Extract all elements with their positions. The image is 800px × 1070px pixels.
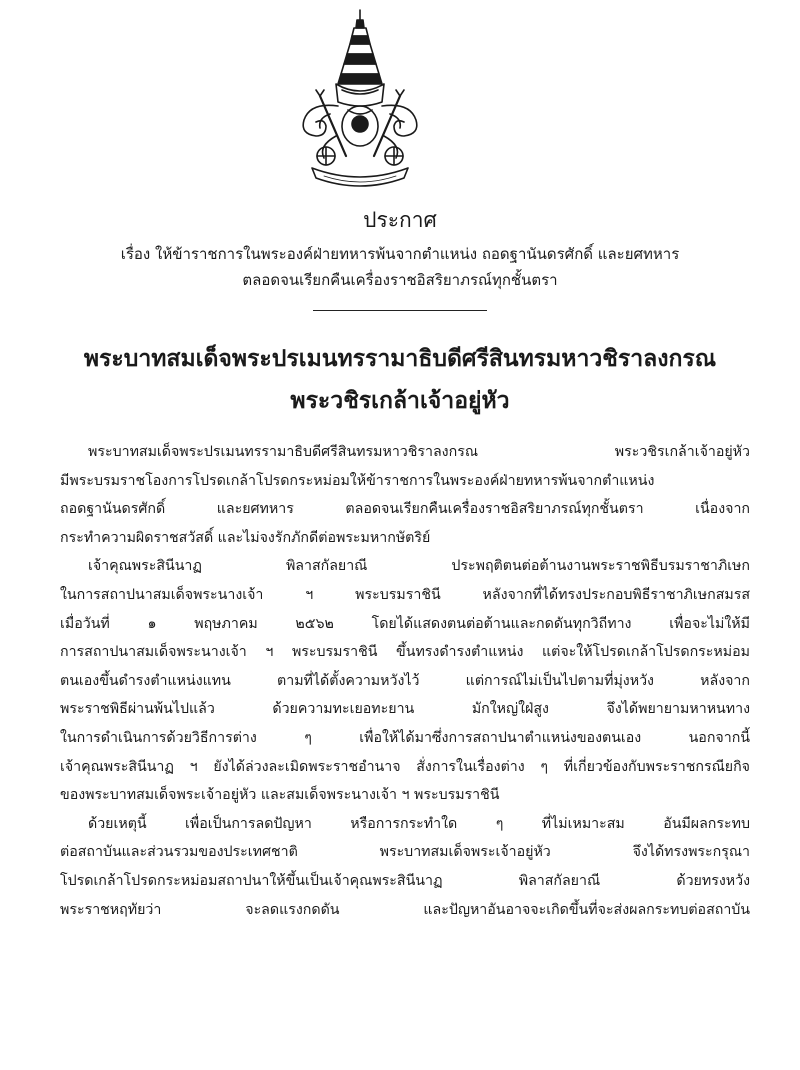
divider-line	[313, 310, 487, 311]
subject-line: ตลอดจนเรียกคืนเครื่องราชอิสริยาภรณ์ทุกชั้นตรา	[242, 271, 558, 289]
body-line: โปรดเกล้าโปรดกระหม่อมสถาปนาให้ขึ้นเป็นเจ้าคุณพระสินีนาฏ พิลาสกัลยาณี ด้วยทรงหวัง	[60, 872, 750, 889]
body-line: พระราชพิธีผ่านพ้นไปแล้ว ด้วยความทะเยอทะยาน มักใหญ่ใฝ่สูง จึงได้พยายามหาหนทาง	[60, 701, 750, 718]
body-line: ของพระบาทสมเด็จพระเจ้าอยู่หัว และสมเด็จพระนางเจ้า ฯ พระบรมราชินี	[60, 787, 500, 804]
body-line: ในการสถาปนาสมเด็จพระนางเจ้า ฯ พระบรมราชินี หลังจากที่ได้ทรงประกอบพิธีราชาภิเษกสมรส	[60, 586, 750, 603]
title-line: พระบาทสมเด็จพระปรเมนทรรามาธิบดีศรีสินทรมหาวชิราลงกรณ	[83, 346, 717, 372]
announcement-subject	[40, 241, 760, 293]
body-line: ในการดำเนินการด้วยวิธีการต่าง ๆ เพื่อให้ได้มาซึ่งการสถาปนาตำแหน่งของตนเอง นอกจากนี้	[60, 729, 750, 746]
body-line: พระบาทสมเด็จพระปรเมนทรรามาธิบดีศรีสินทรมหาวชิราลงกรณ พระวชิรเกล้าเจ้าอยู่หัว	[88, 444, 750, 460]
body-line: กระทำความผิดราชสวัสดิ์ และไม่จงรักภักดีต่อพระมหากษัตริย์	[60, 529, 431, 546]
body-line: เจ้าคุณพระสินีนาฏ ฯ ยังได้ล่วงละเมิดพระราชอำนาจ สั่งการในเรื่องต่าง ๆ ที่เกี่ยวข้องกับพระราชกรณียกิจ	[60, 758, 750, 775]
title-line: พระวชิรเกล้าเจ้าอยู่หัว	[290, 388, 510, 414]
body-line: การสถาปนาสมเด็จพระนางเจ้า ฯ พระบรมราชินี ขึ้นทรงดำรงตำแหน่ง แต่จะให้โปรดเกล้าโปรดกระหม่อม	[60, 644, 750, 661]
announcement-body	[60, 438, 750, 924]
body-line: พระราชหฤทัยว่า จะลดแรงกดดัน และปัญหาอันอาจจะเกิดขึ้นที่จะส่งผลกระทบต่อสถาบัน	[60, 901, 750, 918]
subject-line: เรื่อง ให้ข้าราชการในพระองค์ฝ่ายทหารพ้นจากตำแหน่ง ถอดฐานันดรศักดิ์ และยศทหาร	[120, 245, 680, 263]
body-line: มีพระบรมราชโองการโปรดเกล้าโปรดกระหม่อมให้ข้าราชการในพระองค์ฝ่ายทหารพ้นจากตำแหน่ง	[60, 472, 655, 489]
announcement-title	[20, 338, 780, 422]
body-line: ถอดฐานันดรศักดิ์ และยศทหาร ตลอดจนเรียกคืนเครื่องราชอิสริยาภรณ์ทุกชั้นตรา เนื่องจาก	[60, 501, 750, 518]
announcement-heading: ประกาศ	[363, 208, 437, 232]
body-line: ต่อสถาบันและส่วนรวมของประเทศชาติ พระบาทสมเด็จพระเจ้าอยู่หัว จึงได้ทรงพระกรุณา	[60, 844, 750, 861]
body-line: เจ้าคุณพระสินีนาฏ พิลาสกัลยาณี ประพฤติตนต่อต้านงานพระราชพิธีบรมราชาภิเษก	[88, 558, 750, 575]
body-line: ตนเองขึ้นดำรงตำแหน่งแทน ตามที่ได้ตั้งความหวังไว้ แต่การณ์ไม่เป็นไปตามที่มุ่งหวัง หลังจาก	[60, 672, 750, 689]
royal-emblem-icon	[290, 6, 430, 190]
body-line: ด้วยเหตุนี้ เพื่อเป็นการลดปัญหา หรือการกระทำใด ๆ ที่ไม่เหมาะสม อันมีผลกระทบ	[88, 815, 750, 832]
body-line: เมื่อวันที่ ๑ พฤษภาคม ๒๕๖๒ โดยได้แสดงตนต่อต้านและกดดันทุกวิถีทาง เพื่อจะไม่ให้มี	[60, 615, 750, 632]
